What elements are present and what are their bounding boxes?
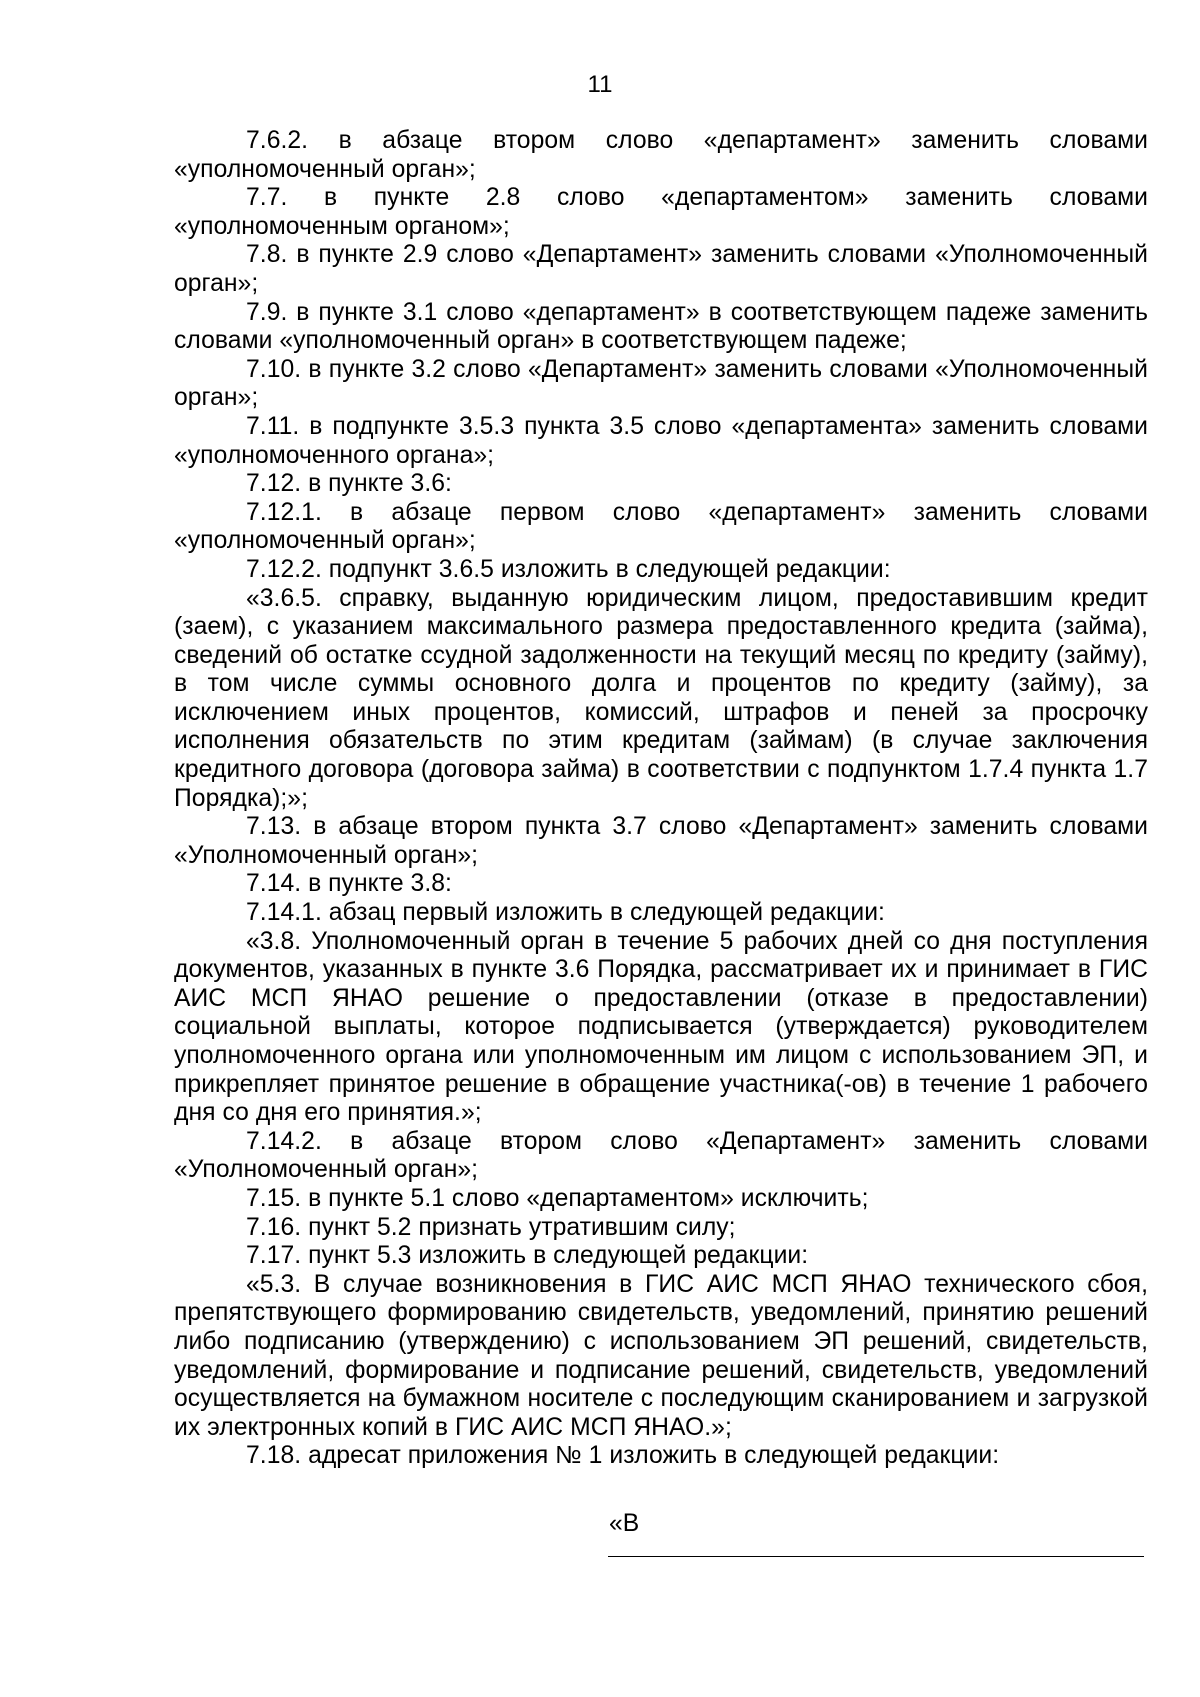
paragraph-7-12: 7.12. в пункте 3.6: xyxy=(246,470,452,498)
paragraph-7-14-2: 7.14.2. в абзаце втором слово «Департамент» заменить словами «Уполномоченный орган»; xyxy=(174,1127,1148,1184)
paragraph-7-7: 7.7. в пункте 2.8 слово «департаментом» заменить словами «уполномоченным органом»; xyxy=(174,184,1148,240)
paragraph-7-12-1: 7.12.1. в абзаце первом слово «департамент» заменить словами «уполномоченный орган»; xyxy=(174,498,1148,555)
page-number: 11 xyxy=(587,71,613,98)
paragraph-7-14-1: 7.14.1. абзац первый изложить в следующей редакции: xyxy=(246,899,885,927)
addressee-underline xyxy=(608,1556,1144,1557)
paragraph-7-17: 7.17. пункт 5.3 изложить в следующей редакции: xyxy=(246,1242,809,1270)
paragraph-7-10: 7.10. в пункте 3.2 слово «Департамент» заменить словами «Уполномоченный орган»; xyxy=(174,355,1148,412)
paragraph-7-18: 7.18. адресат приложения № 1 изложить в следующей редакции: xyxy=(246,1442,1000,1470)
paragraph-7-6-2: 7.6.2. в абзаце втором слово «департамент» заменить словами «уполномоченный орган»; xyxy=(174,127,1148,183)
paragraph-7-16: 7.16. пункт 5.2 признать утратившим силу; xyxy=(246,1213,736,1241)
paragraph-7-8: 7.8. в пункте 2.9 слово «Департамент» заменить словами «Уполномоченный орган»; xyxy=(174,241,1148,297)
quoted-paragraph-5-3: «5.3. В случае возникновения в ГИС АИС МСП ЯНАО технического сбоя, препятствующего формированию свидетельств, уведомлений, принятию решений либо подписанию (утверждению) с использованием ЭП решений, свидетельств, уведомлений, формирование и подписание решений, свидетельств, уведомлений осуществляется на бумажном носителе с последующим сканированием и загрузкой их электронных копий в ГИС АИС МСП ЯНАО.»; xyxy=(174,1270,1148,1441)
paragraph-7-14: 7.14. в пункте 3.8: xyxy=(246,870,452,898)
paragraph-7-9: 7.9. в пункте 3.1 слово «департамент» в соответствующем падеже заменить словами «уполномоченный орган» в соответствующем падеже; xyxy=(174,298,1148,355)
paragraph-7-15: 7.15. в пункте 5.1 слово «департаментом» исключить; xyxy=(246,1184,869,1212)
paragraph-7-11: 7.11. в подпункте 3.5.3 пункта 3.5 слово «департамента» заменить словами «уполномоченного органа»; xyxy=(174,412,1148,469)
addressee-prefix: «В xyxy=(609,1510,640,1537)
document-body xyxy=(174,127,1148,1471)
paragraph-7-12-2: 7.12.2. подпункт 3.6.5 изложить в следующей редакции: xyxy=(246,555,891,583)
quoted-paragraph-3-6-5: «3.6.5. справку, выданную юридическим лицом, предоставившим кредит (заем), с указанием максимального размера предоставленного кредита (займа), сведений об остатке ссудной задолженности на текущий месяц по кредиту (займу), в том числе суммы основного долга и процентов по кредиту (займу), за исключением иных процентов, комиссий, штрафов и пеней за просрочку исполнения обязательств по этим кредитам (займам) (в случае заключения кредитного договора (договора займа) в соответствии с подпунктом 1.7.4 пункта 1.7 Порядка);»; xyxy=(174,584,1148,812)
quoted-paragraph-3-8: «3.8. Уполномоченный орган в течение 5 рабочих дней со дня поступления документов, указанных в пункте 3.6 Порядка, рассматривает их и принимает в ГИС АИС МСП ЯНАО решение о предоставлении (отказе в предоставлении) социальной выплаты, которое подписывается (утверждается) руководителем уполномоченного органа или уполномоченным им лицом с использованием ЭП, и прикрепляет принятое решение в обращение участника(-ов) в течение 1 рабочего дня со дня его принятия.»; xyxy=(174,927,1148,1127)
paragraph-7-13: 7.13. в абзаце втором пункта 3.7 слово «Департамент» заменить словами «Уполномоченный орган»; xyxy=(174,813,1148,869)
